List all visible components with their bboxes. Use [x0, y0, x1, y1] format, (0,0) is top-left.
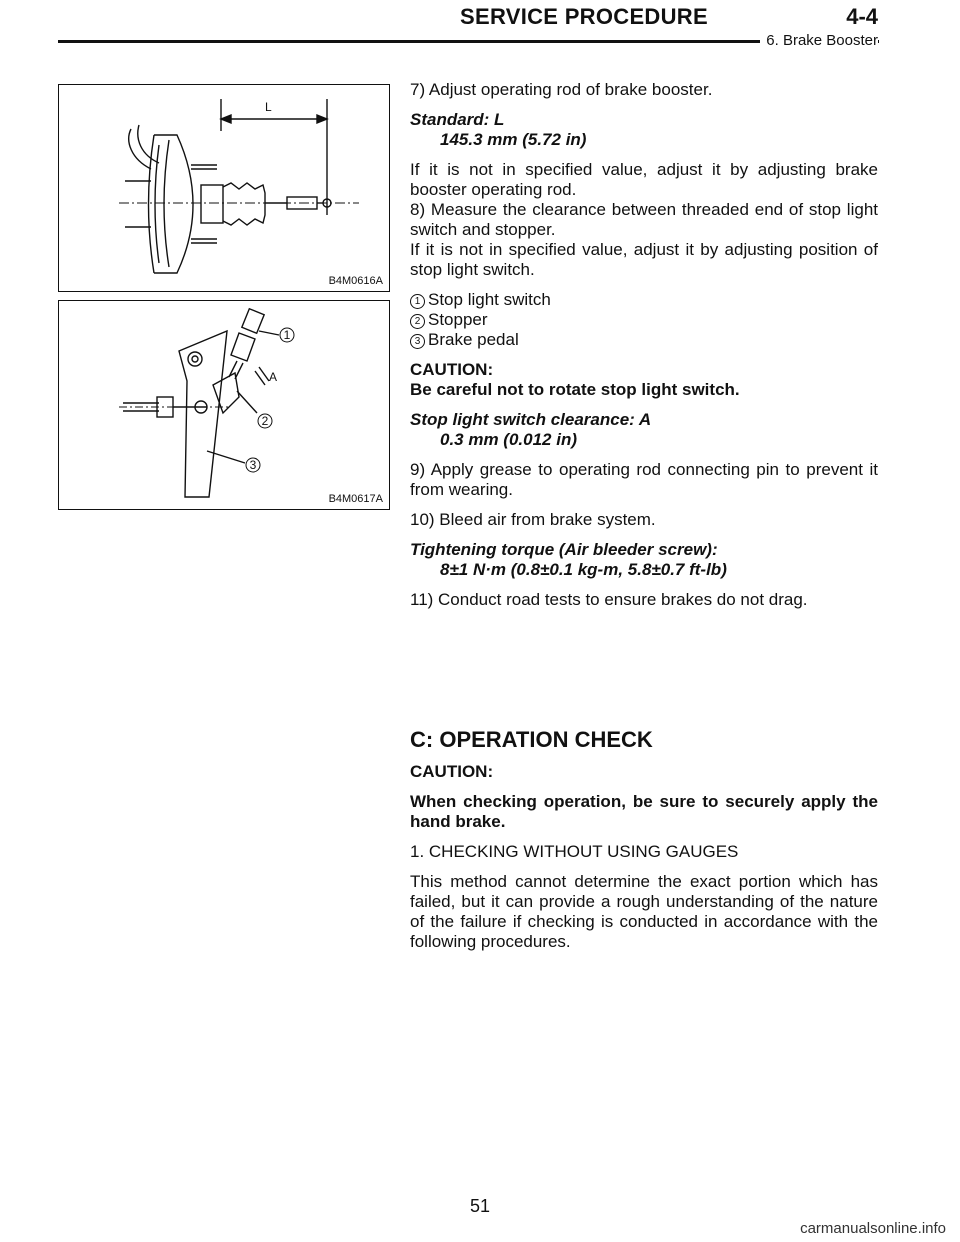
header-subtitle: 6. Brake Booster: [760, 32, 878, 49]
clearance-label: Stop light switch clearance: A: [410, 410, 652, 429]
header-section-code: 4-4: [846, 4, 878, 29]
step-7: 7) Adjust operating rod of brake booster.: [410, 80, 713, 99]
figure-brake-booster: [58, 84, 390, 292]
callout-3: 3: [249, 458, 257, 472]
caution-text: When checking operation, be sure to securely apply the hand brake.: [410, 792, 878, 831]
header-title: SERVICE PROCEDURE: [460, 4, 708, 29]
figure-code: B4M0616A: [328, 275, 383, 287]
stop-light-switch-illustration: [59, 301, 389, 509]
torque-value: 8±1 N·m (0.8±0.1 kg-m, 5.8±0.7 ft-lb): [440, 560, 727, 579]
legend-number: 3: [410, 334, 425, 349]
legend-item: 2 Stopper: [410, 310, 878, 330]
step-10: 10) Bleed air from brake system.: [410, 510, 656, 529]
torque-label: Tightening torque (Air bleeder screw):: [410, 540, 718, 559]
standard-value: 145.3 mm (5.72 in): [440, 130, 587, 149]
callout-A: A: [268, 370, 278, 384]
figure-stop-light-switch: [58, 300, 390, 510]
callout-2: 2: [261, 414, 269, 428]
subheading: 1. CHECKING WITHOUT USING GAUGES: [410, 842, 739, 861]
standard-label: Standard: L: [410, 110, 505, 129]
legend-item: 1 Stop light switch: [410, 290, 878, 310]
page-number: 51: [469, 1196, 491, 1216]
section-heading: C: OPERATION CHECK: [410, 727, 653, 752]
procedure-text: [410, 80, 878, 610]
section-paragraph: This method cannot determine the exact portion which has failed, but it can provide a rough understanding of the nature of the failure if checking is conducted in accordance with the following procedures.: [410, 872, 878, 951]
section-operation-check: [410, 727, 878, 952]
step-11: 11) Conduct road tests to ensure brakes do not drag.: [410, 590, 808, 609]
caution-label: CAUTION:: [410, 762, 494, 781]
adjust-rod-text: If it is not in specified value, adjust it by adjusting brake booster operating rod.: [410, 160, 878, 199]
clearance-value: 0.3 mm (0.012 in): [440, 430, 578, 449]
header-rule: [58, 40, 879, 43]
legend-item: 3 Brake pedal: [410, 330, 878, 350]
legend-number: 1: [410, 294, 425, 309]
brake-booster-illustration: [59, 85, 389, 291]
callout-1: 1: [283, 328, 291, 342]
legend-number: 2: [410, 314, 425, 329]
watermark: carmanualsonline.info: [800, 1220, 946, 1237]
dim-label-L: L: [265, 100, 272, 114]
adjust-switch-text: If it is not in specified value, adjust it by adjusting position of stop light switch.: [410, 240, 878, 279]
figure-code: B4M0617A: [328, 493, 383, 505]
caution-label: CAUTION:: [410, 360, 494, 379]
caution-text: Be careful not to rotate stop light switch.: [410, 380, 740, 399]
step-9: 9) Apply grease to operating rod connecting pin to prevent it from wearing.: [410, 460, 878, 499]
step-8: 8) Measure the clearance between threaded end of stop light switch and stopper.: [410, 200, 878, 239]
